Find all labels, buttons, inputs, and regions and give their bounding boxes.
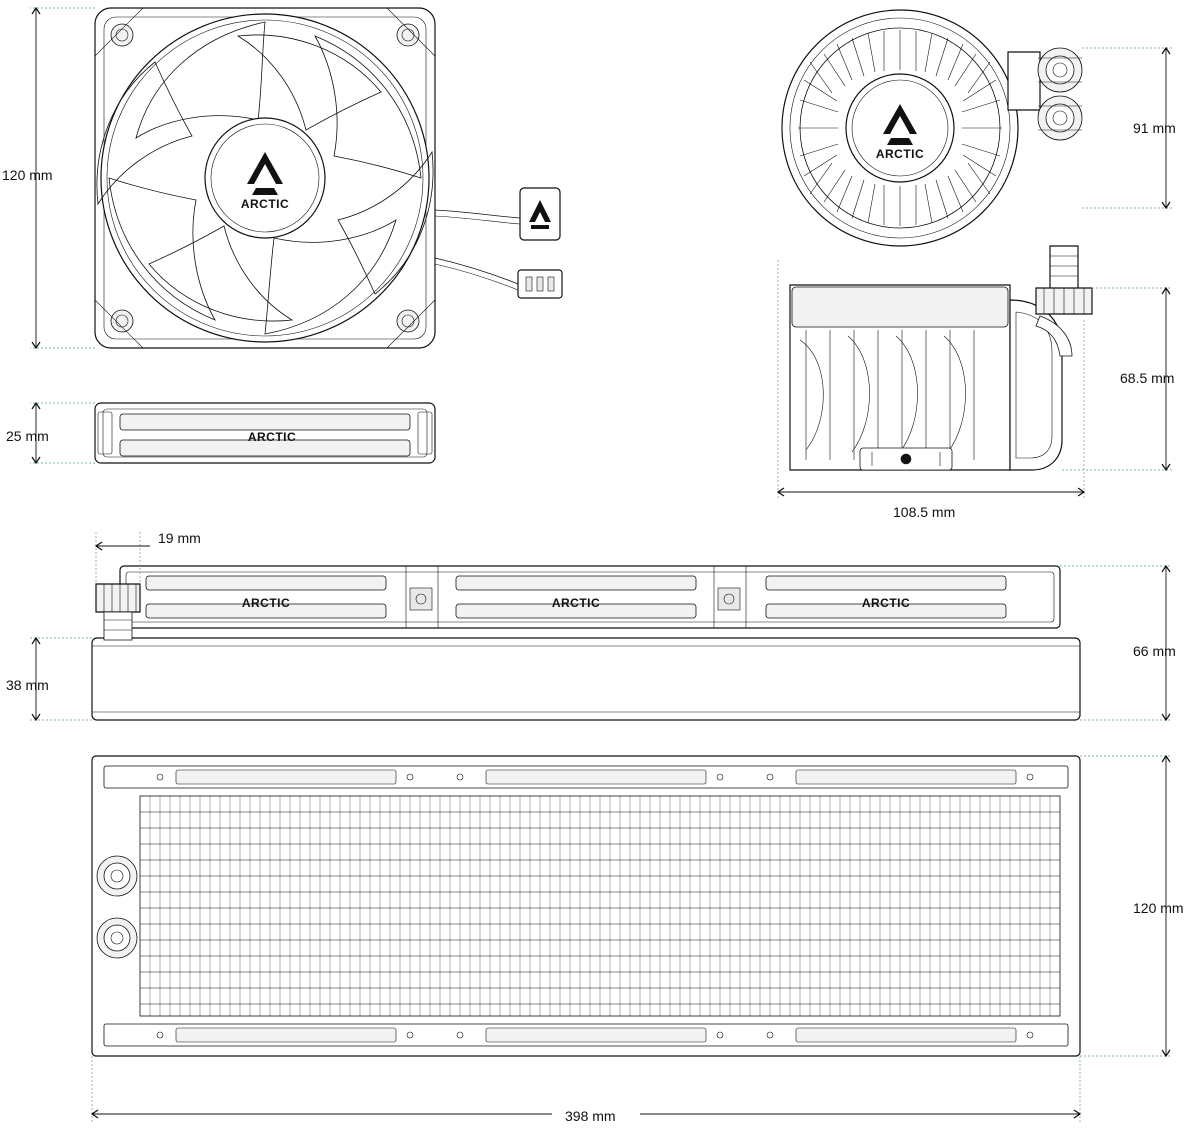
radiator-side-brand-label-1: ARCTIC — [241, 596, 291, 610]
dim-pump-width-geometry — [1082, 48, 1172, 208]
dim-fan-thickness: 25 mm — [6, 428, 49, 444]
dim-pump-height: 68.5 mm — [1120, 370, 1175, 386]
dim-radiator-thickness-geometry — [30, 638, 92, 720]
dim-pump-width: 91 mm — [1133, 120, 1176, 136]
dim-pump-depth: 108.5 mm — [893, 504, 956, 520]
fan-side-brand-label: ARCTIC — [247, 430, 297, 444]
radiator-front-view — [92, 756, 1080, 1056]
dim-radiator-length-geometry — [92, 1056, 1080, 1124]
fan-front-brand-label: ARCTIC — [240, 197, 290, 211]
fan-side-view — [95, 403, 435, 463]
radiator-side-brand-label-2: ARCTIC — [551, 596, 601, 610]
dim-pump-height-geometry — [1062, 288, 1175, 470]
dim-fan-height-geometry — [30, 8, 95, 348]
fan-front-view — [95, 8, 562, 348]
dim-radiator-length: 398 mm — [565, 1108, 616, 1124]
dim-fitting-offset: 19 mm — [158, 530, 201, 546]
dim-radiator-total-depth: 66 mm — [1133, 643, 1176, 659]
dim-radiator-height: 120 mm — [1133, 900, 1184, 916]
pump-side-view — [790, 246, 1092, 470]
dim-fan-thickness-geometry — [30, 403, 95, 463]
dim-fan-height: 120 mm — [2, 167, 53, 183]
pump-top-view — [782, 10, 1082, 246]
dim-radiator-thickness: 38 mm — [6, 677, 49, 693]
radiator-side-view — [92, 566, 1080, 720]
radiator-side-brand-label-3: ARCTIC — [861, 596, 911, 610]
pump-top-brand-label: ARCTIC — [875, 147, 925, 161]
dim-radiator-height-geometry — [1080, 756, 1172, 1056]
